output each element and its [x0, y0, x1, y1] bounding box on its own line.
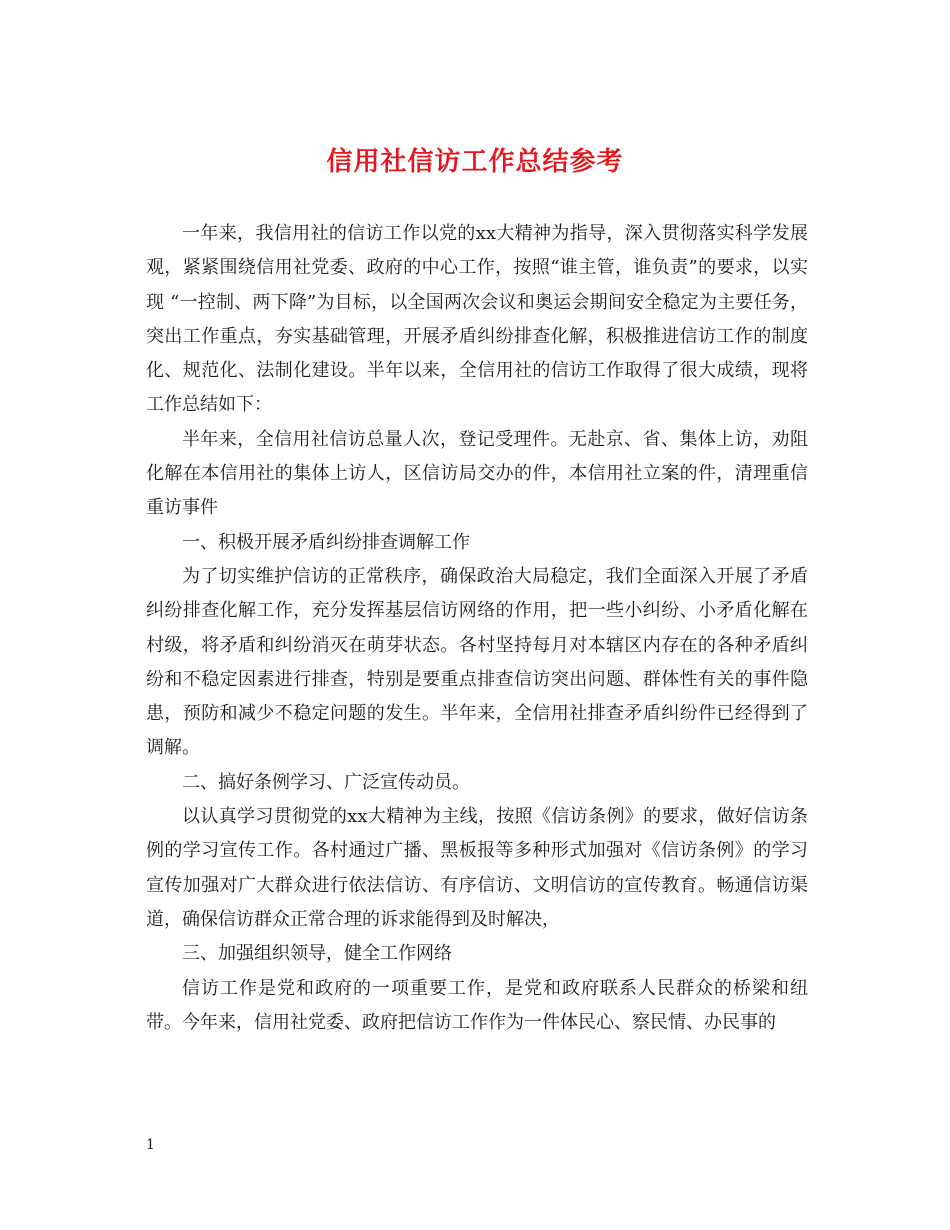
document-title: 信用社信访工作总结参考	[326, 147, 624, 177]
document-body	[146, 217, 808, 1040]
paragraph-statistics: 半年来，全信用社信访总量人次，登记受理件。无赴京、省、集体上访，劝阻化解在本信用社的集体上访人，区信访局交办的件，本信用社立案的件，清理重信重访事件	[146, 428, 808, 519]
section-heading-3: 三、加强组织领导，健全工作网络	[182, 943, 452, 965]
paragraph-section-3: 信访工作是党和政府的一项重要工作，是党和政府联系人民群众的桥梁和纽带。今年来，信用社党委、政府把信访工作作为一件体民心、察民情、办民事的	[146, 977, 808, 1033]
page-number: 1	[146, 1137, 155, 1153]
section-heading-1: 一、积极开展矛盾纠纷排查调解工作	[182, 531, 470, 553]
paragraph-section-1: 为了切实维护信访的正常秩序，确保政治大局稳定，我们全面深入开展了矛盾纠纷排查化解工作，充分发挥基层信访网络的作用，把一些小纠纷、小矛盾化解在村级，将矛盾和纠纷消灭在萌芽状态。各村坚持每月对本辖区内存在的各种矛盾纠纷和不稳定因素进行排查，特别是要重点排查信访突出问题、群体性有关的事件隐患，预防和减少不稳定问题的发生。半年来，全信用社排查矛盾纠纷件已经得到了调解。	[146, 565, 808, 759]
paragraph-intro: 一年来，我信用社的信访工作以党的xx大精神为指导，深入贯彻落实科学发展观，紧紧围绕信用社党委、政府的中心工作，按照“谁主管，谁负责”的要求，以实现 “一控制、两下降”为目标，以全国两次会议和奥运会期间安全稳定为主要任务，突出工作重点，夯实基础管理，开展矛盾纠纷排查化解，积极推进信访工作的制度化、规范化、法制化建设。半年以来，全信用社的信访工作取得了很大成绩，现将工作总结如下：	[146, 223, 808, 416]
section-heading-2: 二、搞好条例学习、广泛宣传动员。	[182, 771, 470, 793]
paragraph-section-2: 以认真学习贯彻党的xx大精神为主线，按照《信访条例》的要求，做好信访条例的学习宣传工作。各村通过广播、黑板报等多种形式加强对《信访条例》的学习宣传加强对广大群众进行依法信访、有序信访、文明信访的宣传教育。畅通信访渠道，确保信访群众正常合理的诉求能得到及时解决，	[146, 806, 808, 930]
